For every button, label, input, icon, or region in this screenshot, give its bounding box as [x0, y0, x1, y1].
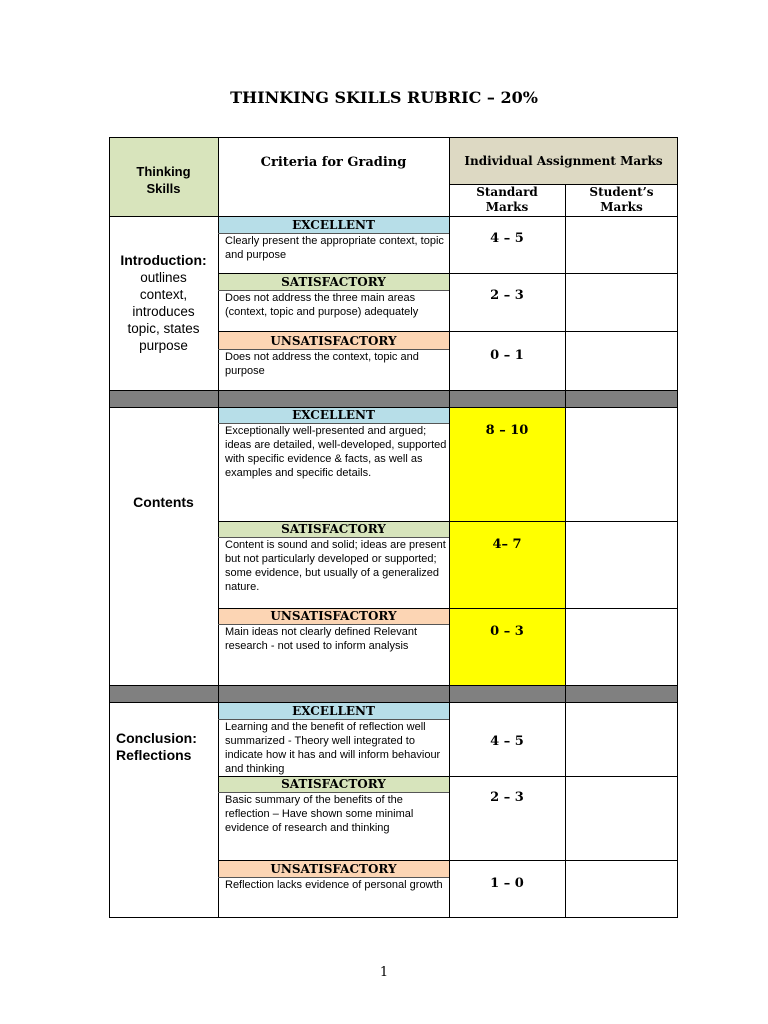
skill-introduction-title: Introduction:	[120, 252, 207, 268]
band-divider	[218, 290, 449, 291]
table-border	[218, 860, 678, 861]
level-unsatisfactory: UNSATISFACTORY	[218, 860, 449, 877]
table-border	[218, 273, 678, 274]
standard-marks: 2 – 3	[490, 790, 524, 805]
page-title: THINKING SKILLS RUBRIC – 20%	[230, 88, 538, 107]
table-border	[109, 390, 678, 391]
standard-marks: 4 – 5	[490, 231, 524, 246]
header-standard-marks	[449, 184, 565, 216]
section-separator	[109, 390, 678, 407]
student-marks-cell[interactable]	[565, 273, 678, 331]
band-divider	[218, 349, 449, 350]
header-student-marks	[565, 184, 678, 216]
student-marks-cell[interactable]	[565, 521, 678, 608]
band-divider	[218, 537, 449, 538]
criteria-text: Does not address the three main areas (context, topic and purpose) adequately	[225, 292, 419, 318]
criteria-text: Clearly present the appropriate context, topic and purpose	[225, 235, 444, 261]
skill-introduction-desc: outlines context, introduces topic, states purpose	[127, 270, 200, 353]
student-marks-cell[interactable]	[565, 860, 678, 918]
student-marks-cell[interactable]	[565, 702, 678, 776]
header-thinking-skills-label: Thinking Skills	[136, 163, 191, 196]
rubric-table	[109, 137, 678, 918]
band-divider	[218, 233, 449, 234]
level-excellent: EXCELLENT	[218, 407, 449, 423]
header-thinking-skills	[109, 137, 218, 216]
section-separator	[109, 685, 678, 702]
skill-contents-title: Contents	[133, 493, 194, 510]
table-border	[218, 608, 678, 609]
level-excellent: EXCELLENT	[218, 216, 449, 233]
table-border	[677, 137, 678, 918]
standard-marks: 4– 7	[492, 537, 522, 552]
table-border	[218, 776, 678, 777]
table-border	[109, 137, 678, 138]
level-unsatisfactory: UNSATISFACTORY	[218, 608, 449, 624]
band-divider	[218, 423, 449, 424]
header-criteria: Criteria for Grading	[260, 154, 407, 170]
standard-marks: 0 – 3	[490, 624, 524, 639]
criteria-text: Exceptionally well-presented and argued; ideas are detailed, well-developed, supported with specific evidence & facts, as well as examples and specific details.	[225, 425, 447, 479]
band-divider	[218, 877, 449, 878]
level-satisfactory: SATISFACTORY	[218, 273, 449, 290]
criteria-text: Main ideas not clearly defined Relevant research - not used to inform analysis	[225, 626, 418, 652]
student-marks-cell[interactable]	[565, 331, 678, 390]
header-individual-marks: Individual Assignment Marks	[449, 137, 678, 184]
table-border	[449, 184, 678, 185]
skill-introduction	[109, 216, 218, 390]
criteria-text: Does not address the context, topic and purpose	[225, 351, 419, 377]
skill-conclusion-title: Conclusion: Reflections	[116, 730, 197, 763]
band-divider	[218, 624, 449, 625]
criteria-text: Content is sound and solid; ideas are present but not particularly developed or supported; some evidence, but usually of a generalized nature.	[225, 539, 446, 593]
header-standard-marks-label: Standard Marks	[476, 185, 538, 214]
student-marks-cell[interactable]	[565, 407, 678, 521]
table-border	[565, 184, 566, 918]
student-marks-cell[interactable]	[565, 216, 678, 273]
criteria-text: Learning and the benefit of reflection well summarized - Theory well integrated to indicate how it has and will inform behaviour and thinking	[225, 721, 441, 775]
standard-marks: 0 – 1	[490, 348, 524, 363]
table-border	[109, 137, 110, 918]
criteria-text: Reflection lacks evidence of personal growth	[225, 879, 443, 891]
table-border	[109, 407, 678, 408]
table-border	[109, 917, 678, 918]
standard-marks: 8 – 10	[485, 423, 529, 438]
table-border	[109, 216, 678, 217]
band-divider	[218, 719, 449, 720]
table-border	[218, 521, 678, 522]
standard-marks: 1 – 0	[490, 876, 524, 891]
table-border	[109, 685, 678, 686]
level-excellent: EXCELLENT	[218, 702, 449, 719]
header-student-marks-label: Student’s Marks	[589, 185, 654, 214]
criteria-text: Basic summary of the benefits of the reflection – Have shown some minimal evidence of research and thinking	[225, 794, 414, 834]
student-marks-cell[interactable]	[565, 608, 678, 685]
standard-marks: 2 – 3	[490, 288, 524, 303]
skill-contents	[109, 407, 218, 685]
table-border	[218, 137, 219, 918]
table-border	[218, 331, 678, 332]
level-satisfactory: SATISFACTORY	[218, 521, 449, 537]
table-border	[449, 137, 450, 918]
level-satisfactory: SATISFACTORY	[218, 776, 449, 792]
student-marks-cell[interactable]	[565, 776, 678, 860]
band-divider	[218, 792, 449, 793]
level-unsatisfactory: UNSATISFACTORY	[218, 332, 449, 349]
page-number: 1	[379, 965, 389, 980]
standard-marks: 4 – 5	[490, 734, 524, 749]
table-border	[109, 702, 678, 703]
